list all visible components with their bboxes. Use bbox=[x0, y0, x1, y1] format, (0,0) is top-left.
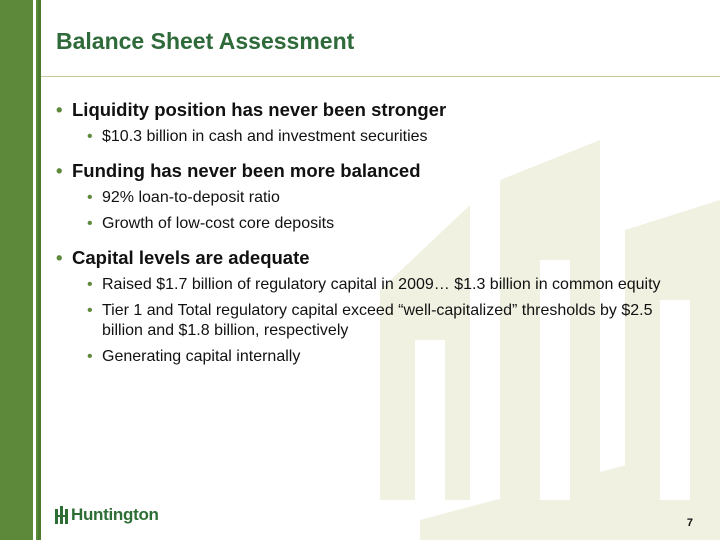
list-item bbox=[56, 159, 696, 182]
bullet-icon: • bbox=[87, 276, 93, 293]
bullet-icon: • bbox=[87, 302, 93, 319]
section-heading: Funding has never been more balanced bbox=[72, 160, 421, 181]
sub-bullet-text: Tier 1 and Total regulatory capital exceed “well-capitalized” thresholds by $2.5 billion and $1.8 billion, respectively bbox=[102, 302, 653, 339]
bullet-icon: • bbox=[87, 128, 93, 145]
accent-stripe bbox=[33, 0, 36, 540]
bullet-icon: • bbox=[56, 99, 63, 120]
bullet-list bbox=[56, 98, 696, 367]
list-item bbox=[56, 246, 696, 269]
title-divider bbox=[41, 76, 720, 77]
sub-bullet-text: 92% loan-to-deposit ratio bbox=[102, 189, 280, 206]
huntington-logo bbox=[55, 502, 159, 528]
list-item bbox=[56, 127, 682, 147]
page-number: 7 bbox=[686, 517, 693, 529]
bullet-icon: • bbox=[87, 215, 93, 232]
sub-bullet-text: Raised $1.7 billion of regulatory capital in 2009… $1.3 billion in common equity bbox=[102, 276, 661, 293]
left-accent-bar bbox=[0, 0, 41, 540]
sub-bullet-text: Generating capital internally bbox=[102, 348, 301, 365]
bullet-icon: • bbox=[56, 247, 63, 268]
list-item bbox=[56, 214, 682, 234]
list-item bbox=[56, 188, 682, 208]
logo-wordmark: Huntington bbox=[71, 505, 159, 524]
bullet-icon: • bbox=[56, 160, 63, 181]
list-item bbox=[56, 347, 682, 367]
list-item bbox=[56, 275, 682, 295]
sub-bullet-text: Growth of low-cost core deposits bbox=[102, 215, 335, 232]
bullet-icon: • bbox=[87, 348, 93, 365]
section-heading: Liquidity position has never been stronger bbox=[72, 99, 447, 120]
slide-title: Balance Sheet Assessment bbox=[56, 28, 355, 54]
accent-stripe bbox=[38, 0, 41, 540]
list-item bbox=[56, 98, 696, 121]
bullet-icon: • bbox=[87, 189, 93, 206]
sub-bullet-text: $10.3 billion in cash and investment securities bbox=[102, 128, 428, 145]
huntington-logo-icon bbox=[55, 506, 69, 524]
section-heading: Capital levels are adequate bbox=[72, 247, 310, 268]
list-item bbox=[56, 301, 682, 341]
